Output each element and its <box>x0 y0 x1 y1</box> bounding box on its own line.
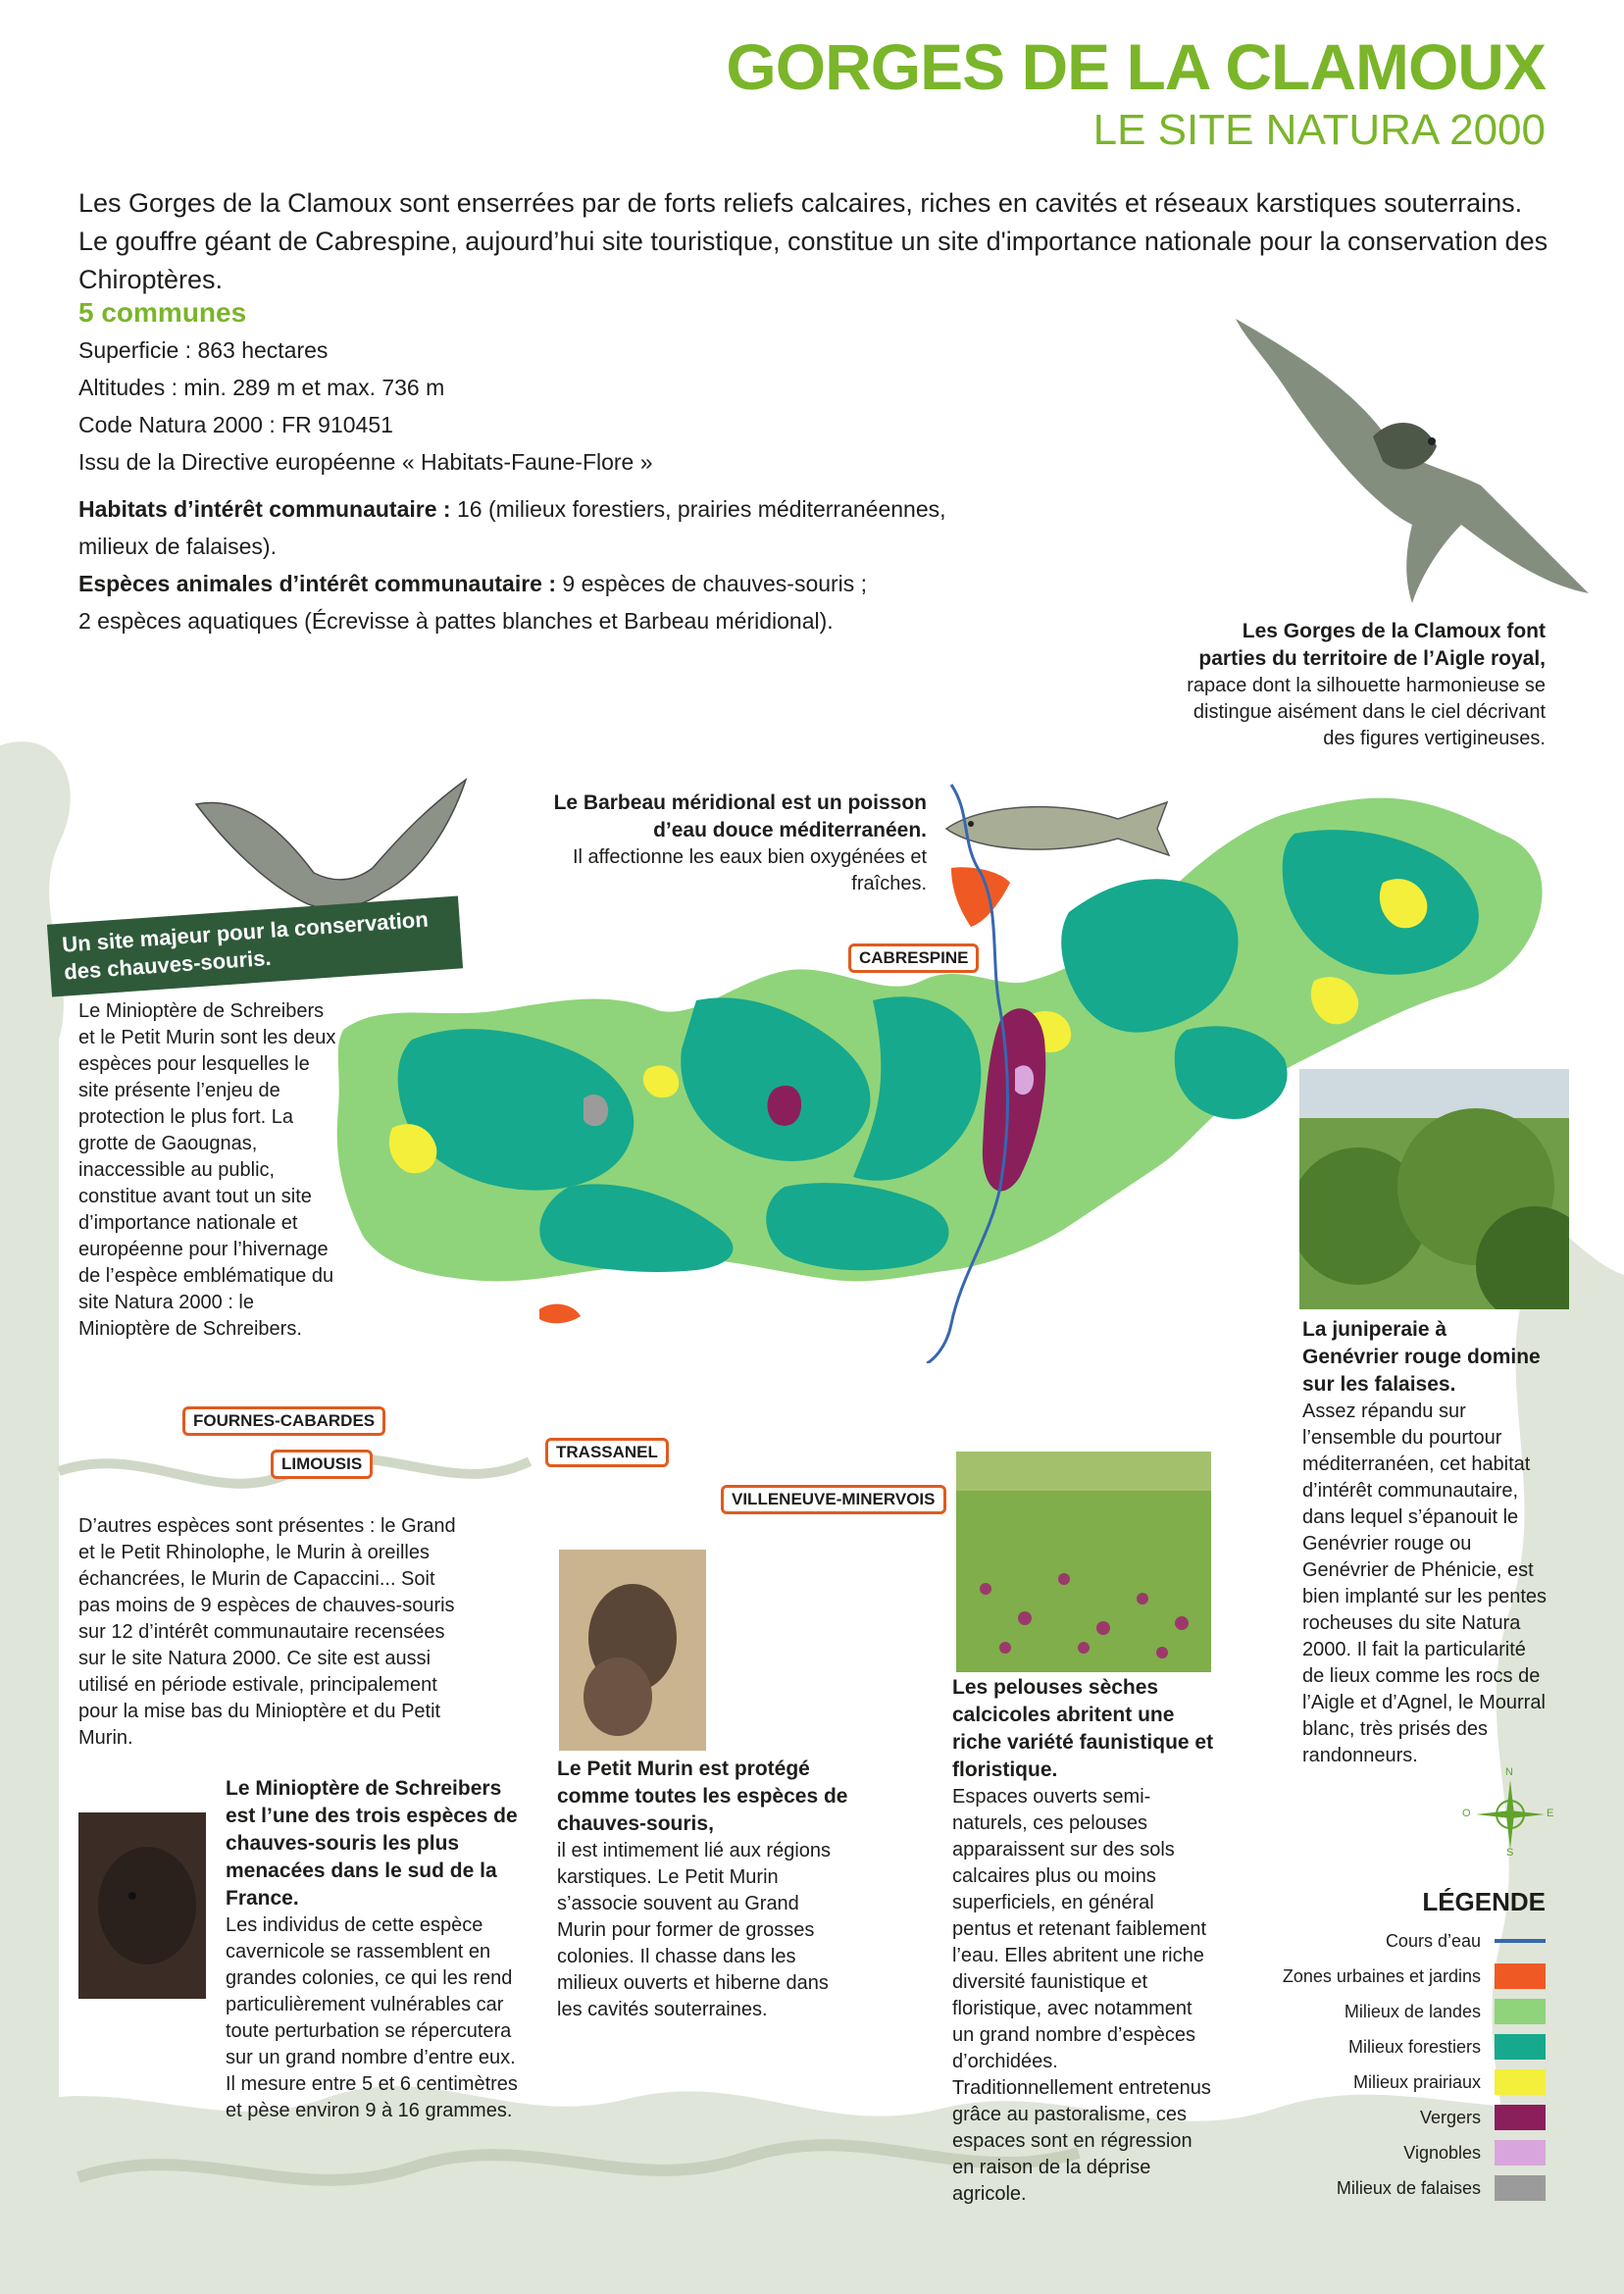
legend-item-label: Milieux forestiers <box>1347 2036 1481 2057</box>
juniperaie-photo <box>1299 1069 1569 1309</box>
eagle-illustration <box>1226 299 1599 613</box>
pelouses-caption-text: Espaces ouverts semi-naturels, ces pelouses apparaissent sur des sols calcaires plus ou moins superficiels, en général pentus et retenant faiblement l’eau. Elles abritent une riche diversité faunistique et floristique, avec notamment un grand nombre d’espèces d’orchidées. Traditionnellement entretenus grâce au pastoralisme, ces espaces sont en régression en raison de la déprise agricole. <box>952 1786 1211 2205</box>
legend-item <box>1251 1994 1546 2029</box>
legend-item-label: Vergers <box>1419 2107 1481 2127</box>
compass-e: E <box>1547 1808 1554 1819</box>
miniopter-photo <box>78 1812 206 1999</box>
pelouses-caption <box>952 1674 1217 2208</box>
pelouses-caption-bold: Les pelouses sèches calcicoles abritent une riche variété faunistique et floristique. <box>952 1676 1214 1781</box>
juniperaie-caption <box>1302 1316 1548 1769</box>
miniopter-caption-text: Les individus de cette espèce cavernicole se rassemblent en grandes colonies, ce qui les rend particulièrement vulnérables car toute perturbation se répercutera sur un grand nombre d’entre eux. Il mesure entre 5 et 6 centimètres et pèse environ 9 à 16 grammes. <box>226 1914 518 2121</box>
legend-line-swatch <box>1495 1939 1546 1943</box>
habitats-label: Habitats d’intérêt communautaire : <box>78 496 451 522</box>
compass-o: O <box>1462 1808 1471 1819</box>
fish-caption-bold: Le Barbeau méridional est un poisson d’eau douce méditerranéen. <box>553 791 927 841</box>
legend-item <box>1251 2170 1546 2206</box>
legend-item <box>1251 2029 1546 2065</box>
place-cabrespine: CABRESPINE <box>848 943 979 973</box>
legend-item-label: Zones urbaines et jardins <box>1282 1965 1481 1986</box>
compass-n: N <box>1505 1766 1513 1778</box>
legend-item-label: Vignobles <box>1403 2142 1481 2163</box>
legend-item-label: Milieux de landes <box>1344 2001 1481 2021</box>
fact-directive: Issu de la Directive européenne « Habitats-Faune-Flore » <box>78 449 653 475</box>
page-subtitle: LE SITE NATURA 2000 <box>1092 106 1546 154</box>
map-urban-trassanel <box>539 1304 581 1324</box>
fish-caption-text: Il affectionne les eaux bien oxygénées et fraîches. <box>573 846 927 894</box>
pelouses-photo <box>956 1452 1211 1672</box>
legend-item <box>1251 2065 1546 2100</box>
bat-text: Le Minioptère de Schreibers et le Petit Murin sont les deux espèces pour lesquelles le site présente l’enjeu de protection le plus fort. La grotte de Gaougnas, inaccessible au public, constitue avant tout un site d’importance nationale et européenne pour l’hivernage de l’espèce emblématique du site Natura 2000 : le Minioptère de Schreibers. <box>78 1000 336 1340</box>
legend-item-label: Milieux de falaises <box>1336 2177 1481 2198</box>
especes-label: Espèces animales d’intérêt communautaire : <box>78 571 557 596</box>
compass-s: S <box>1506 1847 1514 1859</box>
compass-icon <box>1466 1770 1554 1859</box>
eagle-caption <box>1173 618 1546 752</box>
especes-value-2: 2 espèces aquatiques (Écrevisse à pattes blanches et Barbeau méridional). <box>78 608 834 634</box>
miniopter-caption-bold: Le Minioptère de Schreibers est l’une des trois espèces de chauves-souris les plus menacées dans le sud de la France. <box>226 1777 518 1910</box>
legend-item-label: Milieux prairiaux <box>1352 2071 1481 2092</box>
legend-item <box>1251 2135 1546 2170</box>
legend-color-swatch <box>1495 2175 1546 2201</box>
place-villeneuve-minervois: VILLENEUVE-MINERVOIS <box>721 1485 946 1514</box>
fact-superficie: Superficie : 863 hectares <box>78 337 329 363</box>
legend-item <box>1251 1923 1546 1959</box>
legend-item <box>1251 2100 1546 2135</box>
legend-color-swatch <box>1495 2105 1546 2130</box>
compass-rose <box>1462 1766 1554 1859</box>
eagle-caption-text: rapace dont la silhouette harmonieuse se distingue aisément dans le ciel décrivant des figures vertigineuses. <box>1187 675 1546 749</box>
page-title: GORGES DE LA CLAMOUX <box>726 30 1546 103</box>
other-species-text: D’autres espèces sont présentes : le Grand et le Petit Rhinolophe, le Murin à oreilles échancrées, le Murin de Capaccini... Soit pas moins de 9 espèces de chauves-souris sur 12 d’intérêt communautaire recensées sur le site Natura 2000. Ce site est aussi utilisé en période estivale, principalement pour la mise bas du Minioptère et du Petit Murin. <box>78 1515 456 1749</box>
petit-murin-caption <box>557 1756 851 2023</box>
juniperaie-caption-text: Assez répandu sur l’ensemble du pourtour méditerranéen, cet habitat d’intérêt communautaire, dans lequel s’épanouit le Genévrier rouge ou Genévrier de Phénicie, est bien implanté sur les pentes rocheuses du site Natura 2000. Il fait la particularité de lieux comme les rocs de l’Aigle et d’Agnel, le Mourral blanc, très prisés des randonneurs. <box>1302 1401 1548 1766</box>
map-legend <box>1251 1887 1546 2206</box>
intro-text: Les Gorges de la Clamoux sont enserrées par de forts reliefs calcaires, riches en cavités et réseaux karstiques souterrains. Le gouffre géant de Cabrespine, aujourd’hui site touristique, constitue un site d'importance nationale pour la conservation des Chiroptères. <box>78 188 1548 294</box>
eagle-caption-bold: Les Gorges de la Clamoux font parties du territoire de l’Aigle royal, <box>1198 620 1546 670</box>
petit-murin-caption-text: il est intimement lié aux régions karstiques. Le Petit Murin s’associe souvent au Grand Murin pour former de grosses colonies. Il chasse dans les milieux ouverts et hiberne dans les cavités souterraines. <box>557 1840 832 2020</box>
petit-murin-caption-bold: Le Petit Murin est protégé comme toutes les espèces de chauves-souris, <box>557 1758 848 1835</box>
legend-color-swatch <box>1495 1999 1546 2024</box>
legend-color-swatch <box>1495 1963 1546 1989</box>
legend-title: LÉGENDE <box>1422 1887 1546 1916</box>
miniopter-caption <box>226 1775 530 2124</box>
fact-altitudes: Altitudes : min. 289 m et max. 736 m <box>78 375 445 400</box>
place-trassanel: TRASSANEL <box>545 1438 669 1467</box>
legend-item-label: Cours d’eau <box>1385 1930 1481 1951</box>
legend-color-swatch <box>1495 2140 1546 2166</box>
habitats-value: 16 (milieux forestiers, prairies méditerranéennes, milieux de falaises). <box>78 496 946 559</box>
place-fournes-cabardes: FOURNES-CABARDES <box>182 1406 385 1436</box>
legend-color-swatch <box>1495 2034 1546 2060</box>
legend-color-swatch <box>1495 2069 1546 2095</box>
especes-value: 9 espèces de chauves-souris ; <box>556 571 868 596</box>
juniperaie-caption-bold: La juniperaie à Genévrier rouge domine sur les falaises. <box>1302 1318 1541 1396</box>
place-limousis: LIMOUSIS <box>271 1450 373 1479</box>
chauves-souris-banner: Un site majeur pour la conservation des chauves-souris. <box>47 895 463 996</box>
communes-count: 5 communes <box>78 297 247 328</box>
site-facts <box>78 294 961 639</box>
petit-murin-photo <box>559 1550 706 1751</box>
fact-code: Code Natura 2000 : FR 910451 <box>78 412 393 437</box>
legend-item <box>1251 1959 1546 1994</box>
map-orchards-2 <box>768 1086 802 1126</box>
